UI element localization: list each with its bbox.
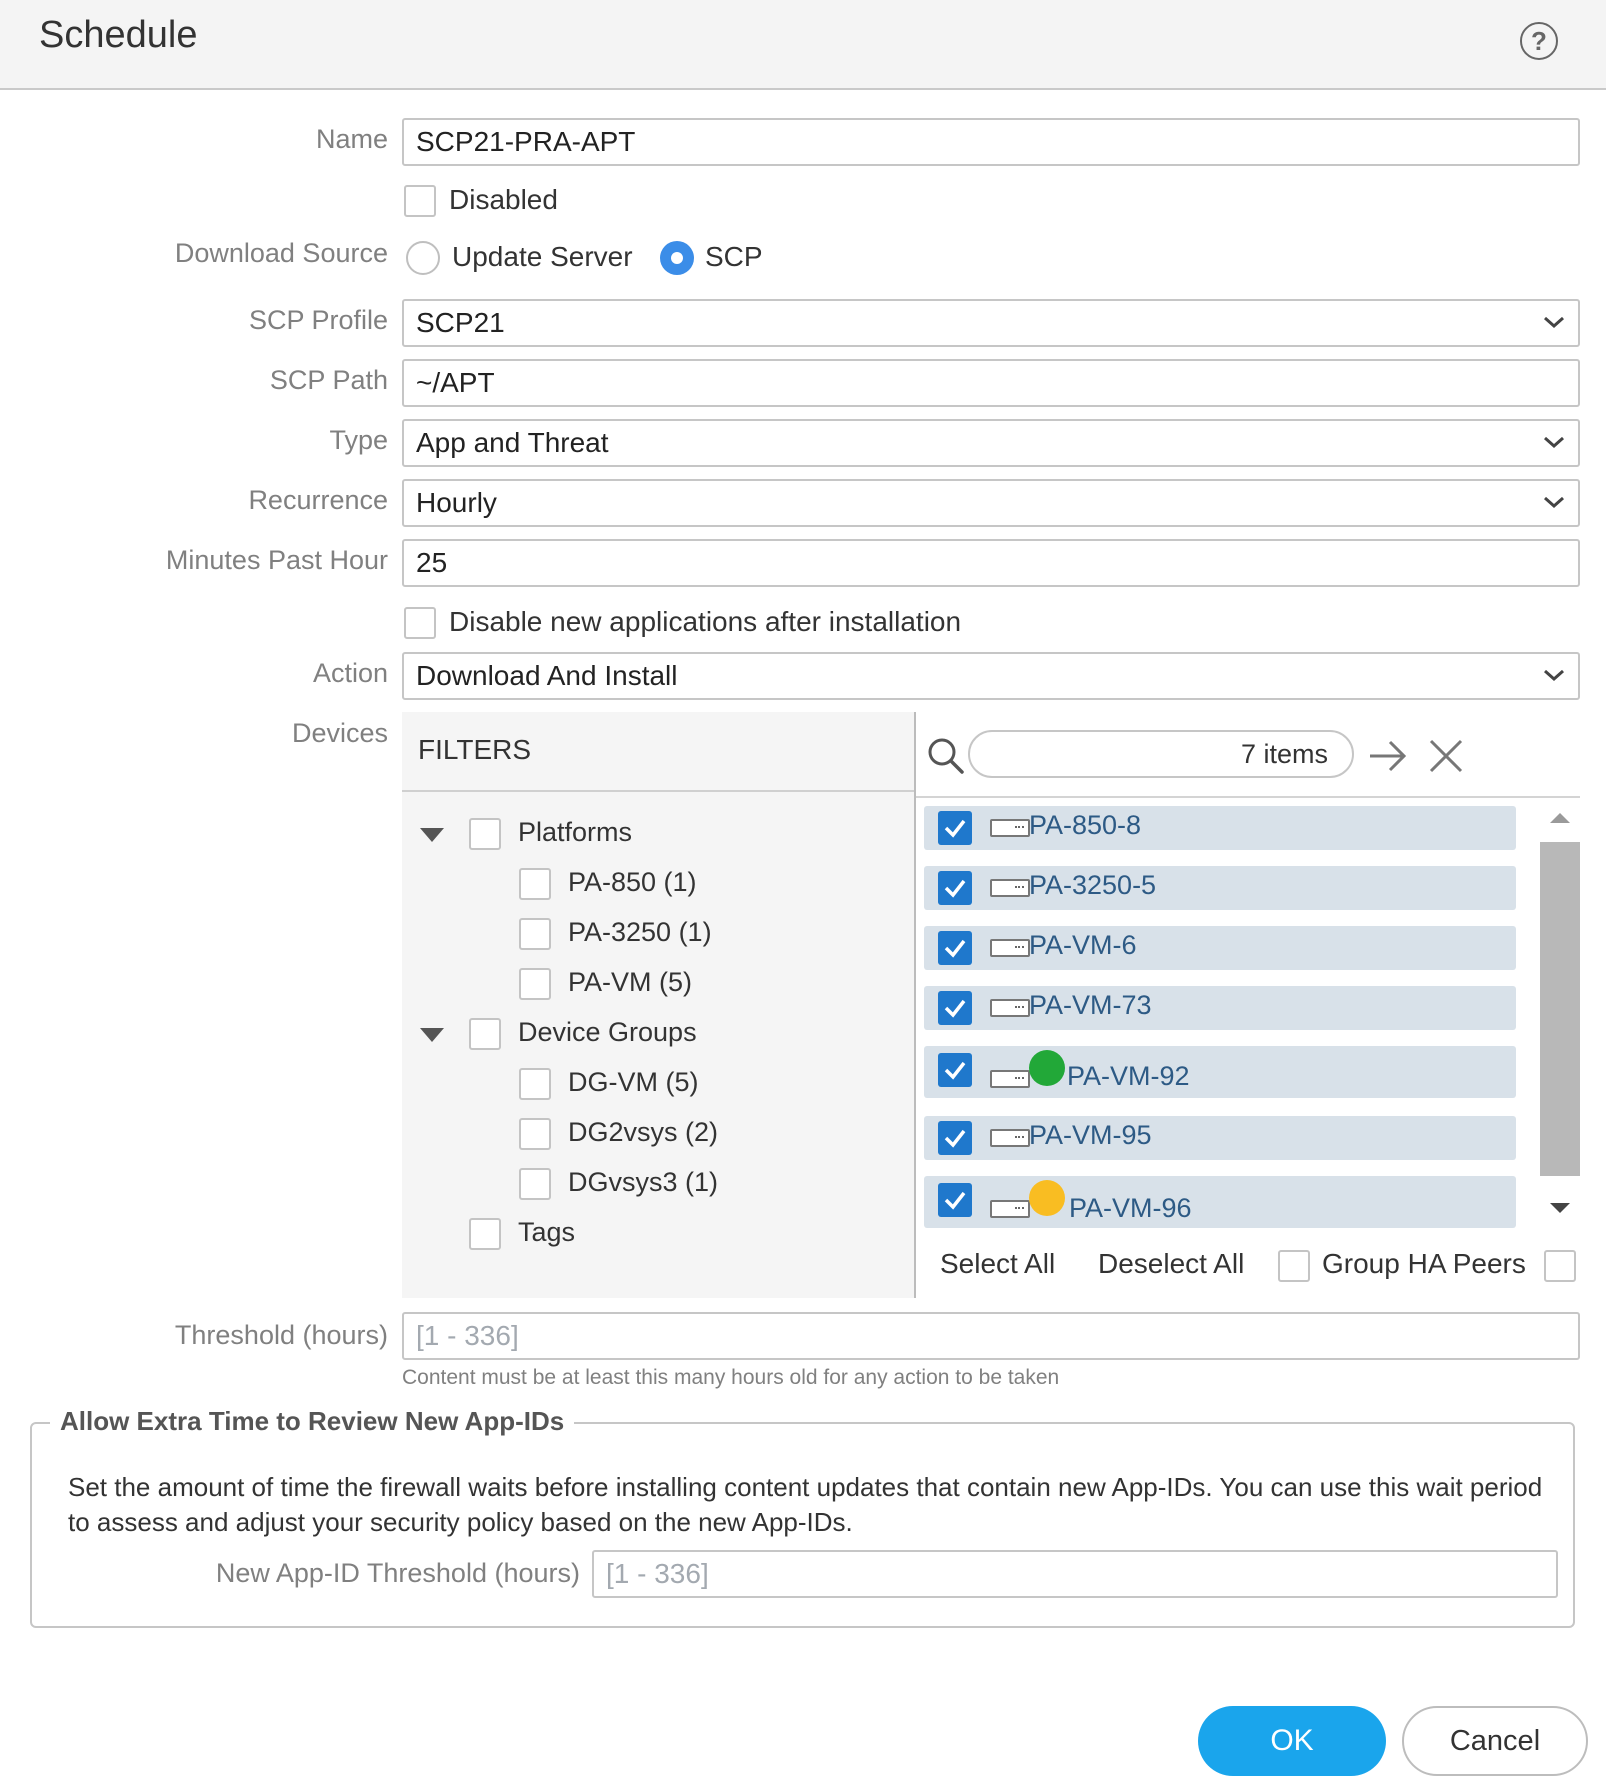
filter-dg-vm-checkbox[interactable] [519, 1068, 551, 1100]
filter-pa-vm: PA-VM (5) [568, 967, 693, 997]
threshold-hint: Content must be at least this many hours old for any action to be taken [402, 1366, 1060, 1389]
filter-pa-vm-checkbox[interactable] [519, 968, 551, 1000]
group-ha-peers-label: Group HA Peers [1322, 1248, 1526, 1279]
download-source-label: Download Source [174, 238, 388, 268]
threshold-label: Threshold (hours) [174, 1320, 388, 1350]
pa-vm-6-checkbox[interactable] [938, 931, 972, 965]
scp-path-label: SCP Path [269, 365, 388, 395]
arrow-right-icon[interactable] [1366, 736, 1410, 780]
chevron-down-icon [1528, 481, 1578, 525]
deselect-all-button[interactable]: Deselect All [1098, 1248, 1245, 1279]
device-name: PA-VM-92 [1067, 1061, 1190, 1091]
minutes-past-hour-label: Minutes Past Hour [165, 545, 388, 575]
device-name: PA-VM-96 [1069, 1193, 1192, 1223]
app-id-threshold-label: New App-ID Threshold (hours) [215, 1558, 580, 1588]
chevron-down-icon [1528, 301, 1578, 345]
filter-dgvsys3-checkbox[interactable] [519, 1168, 551, 1200]
firewall-device-icon [990, 879, 1030, 897]
type-select[interactable] [402, 419, 1580, 467]
action-select[interactable] [402, 652, 1580, 700]
action-label: Action [312, 658, 388, 688]
filters-divider [402, 790, 914, 792]
chevron-down-icon [1528, 421, 1578, 465]
pa-vm-96-checkbox[interactable] [938, 1183, 972, 1217]
scroll-down-icon[interactable] [1548, 1200, 1572, 1219]
collapse-triangle-icon[interactable] [420, 1028, 444, 1042]
disabled-checkbox[interactable] [404, 185, 436, 217]
device-name: PA-VM-73 [1029, 990, 1152, 1020]
group-ha-peers-checkbox[interactable] [1278, 1250, 1310, 1282]
dialog-header [0, 0, 1606, 90]
pa-vm-73-checkbox[interactable] [938, 991, 972, 1025]
firewall-device-icon [990, 1070, 1030, 1088]
device-name: PA-850-8 [1029, 810, 1142, 840]
firewall-device-icon [990, 1129, 1030, 1147]
filter-dg-vm: DG-VM (5) [568, 1067, 699, 1097]
device-groups-checkbox[interactable] [469, 1018, 501, 1050]
scp-profile-value: SCP21 [416, 307, 505, 338]
threshold-input[interactable]: [1 - 336] [402, 1312, 1580, 1360]
app-id-review-description: Set the amount of time the firewall waits before installing content updates that contain new App-IDs. You can use this wait period to assess and adjust your security policy based on the new App-IDs. [68, 1472, 1543, 1537]
disable-new-apps-label: Disable new applications after installation [449, 606, 962, 637]
app-id-review-legend: Allow Extra Time to Review New App-IDs [50, 1406, 574, 1437]
filter-group-device-groups: Device Groups [518, 1017, 697, 1047]
search-input[interactable]: 7 items [968, 730, 1354, 778]
firewall-device-icon [990, 999, 1030, 1017]
scroll-up-icon[interactable] [1548, 810, 1572, 829]
tags-checkbox[interactable] [469, 1218, 501, 1250]
devices-label: Devices [291, 718, 388, 748]
filter-dg2vsys-checkbox[interactable] [519, 1118, 551, 1150]
extra-checkbox[interactable] [1544, 1250, 1576, 1282]
disable-new-apps-checkbox[interactable] [404, 607, 436, 639]
filter-pa-850-checkbox[interactable] [519, 868, 551, 900]
firewall-device-icon [990, 939, 1030, 957]
pa-vm-92-checkbox[interactable] [938, 1053, 972, 1087]
action-value: Download And Install [416, 660, 678, 691]
cancel-button[interactable]: Cancel [1402, 1706, 1588, 1776]
recurrence-value: Hourly [416, 487, 497, 518]
platforms-checkbox[interactable] [469, 818, 501, 850]
device-name: PA-3250-5 [1029, 870, 1157, 900]
filter-group-tags: Tags [518, 1217, 576, 1247]
filter-dg2vsys: DG2vsys (2) [568, 1117, 719, 1147]
disabled-label: Disabled [449, 184, 558, 215]
scp-profile-label: SCP Profile [248, 305, 388, 335]
pa-vm-95-checkbox[interactable] [938, 1121, 972, 1155]
filter-dgvsys3: DGvsys3 (1) [568, 1167, 719, 1197]
filter-group-platforms: Platforms [518, 817, 633, 847]
ok-button[interactable]: OK [1198, 1706, 1386, 1776]
update-server-label: Update Server [452, 241, 633, 272]
collapse-triangle-icon[interactable] [420, 828, 444, 842]
filter-pa-3250: PA-3250 (1) [568, 917, 712, 947]
device-name: PA-VM-95 [1029, 1120, 1152, 1150]
dialog-title: Schedule [39, 14, 198, 56]
pa-3250-5-checkbox[interactable] [938, 871, 972, 905]
recurrence-select[interactable] [402, 479, 1580, 527]
pa-850-8-checkbox[interactable] [938, 811, 972, 845]
chevron-down-icon [1528, 654, 1578, 698]
recurrence-label: Recurrence [248, 485, 388, 515]
scrollbar-thumb[interactable] [1540, 842, 1580, 1176]
scp-profile-select[interactable] [402, 299, 1580, 347]
type-label: Type [329, 425, 388, 455]
list-divider [916, 796, 1580, 798]
filters-title: FILTERS [418, 734, 532, 765]
filters-panel [402, 712, 914, 1298]
question-circle-icon[interactable]: ? [1520, 22, 1558, 60]
search-icon[interactable] [926, 736, 966, 780]
app-id-threshold-input[interactable]: [1 - 336] [592, 1550, 1558, 1598]
device-name: PA-VM-6 [1029, 930, 1137, 960]
close-icon[interactable] [1426, 736, 1466, 780]
firewall-device-icon [990, 819, 1030, 837]
filter-pa-850: PA-850 (1) [568, 867, 697, 897]
name-input[interactable]: SCP21-PRA-APT [402, 118, 1580, 166]
status-warning-dot [1029, 1180, 1065, 1216]
scp-radio[interactable] [660, 241, 694, 275]
type-value: App and Threat [416, 427, 609, 458]
firewall-device-icon [990, 1200, 1030, 1218]
select-all-button[interactable]: Select All [940, 1248, 1056, 1279]
name-label: Name [315, 124, 388, 154]
status-online-dot [1029, 1050, 1065, 1086]
update-server-radio[interactable] [406, 241, 440, 275]
scp-radio-label: SCP [705, 241, 763, 272]
scp-path-input[interactable]: ~/APT [402, 359, 1580, 407]
minutes-past-hour-input[interactable]: 25 [402, 539, 1580, 587]
filter-pa-3250-checkbox[interactable] [519, 918, 551, 950]
